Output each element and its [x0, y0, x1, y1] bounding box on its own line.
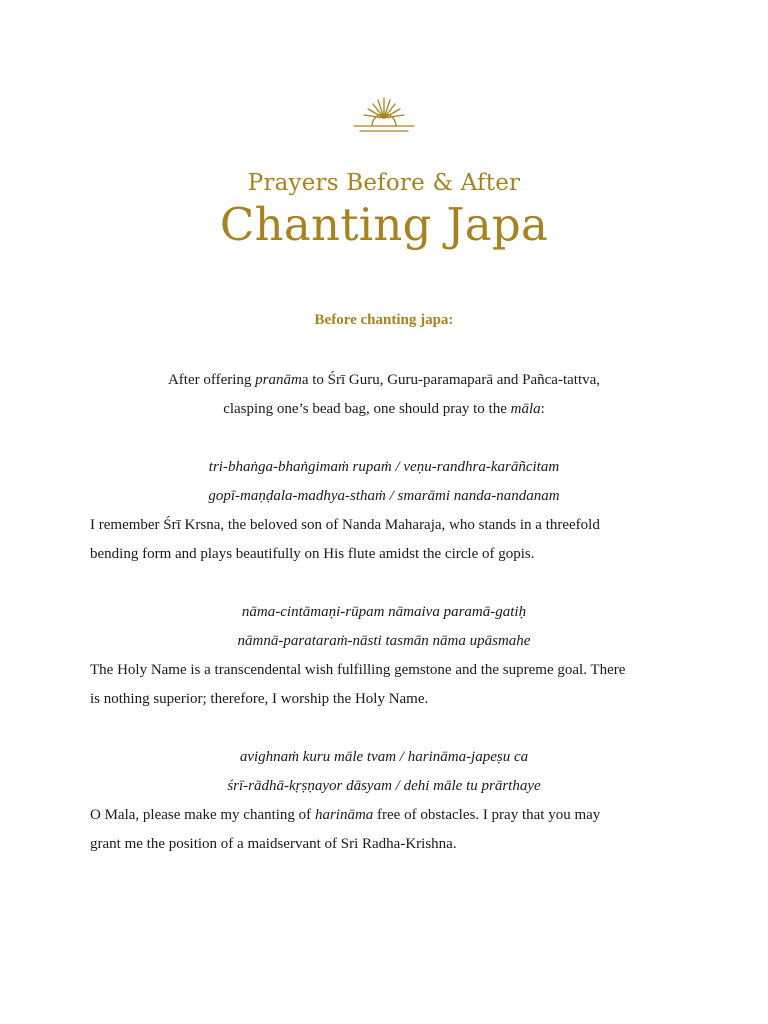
verse-3-translation-line-2: grant me the position of a maidservant of Sri Radha-Krishna. [90, 836, 457, 852]
verse-1-translation-line-2: bending form and plays beautifully on His flute amidst the circle of gopis. [90, 546, 535, 562]
verse-2-sanskrit-line-1: nāma-cintāmaṇi-rūpam nāmaiva paramā-gatiḥ [241, 604, 527, 620]
intro-line-1: After offering pranāma to Śrī Guru, Guru-paramaparā and Pañca-tattva, [167, 372, 601, 388]
section-heading: Before chanting japa: [314, 312, 454, 328]
sunburst-icon [350, 96, 418, 136]
page-title: Chanting Japa [219, 198, 549, 251]
intro-line-2: clasping one’s bead bag, one should pray to the māla: [223, 401, 545, 417]
verse-1-sanskrit-line-2: gopī-maṇḍala-madhya-sthaṁ / smarāmi nanda-nandanam [208, 488, 560, 504]
verse-2-translation-line-1: The Holy Name is a transcendental wish fulfilling gemstone and the supreme goal. There [90, 662, 626, 678]
page-subtitle: Prayers Before & After [247, 170, 521, 196]
pranama-term: pranām [255, 372, 302, 388]
verse-2-translation-line-2: is nothing superior; therefore, I worship the Holy Name. [90, 691, 429, 707]
verse-3-sanskrit-line-1: avighnaṁ kuru māle tvam / harināma-japeṣu ca [239, 749, 529, 765]
verse-3-translation-line-1: O Mala, please make my chanting of harināma free of obstacles. I pray that you may [90, 807, 601, 823]
verse-1-sanskrit-line-1: tri-bhaṅga-bhaṅgimaṁ rupaṁ / veṇu-randhra-karāñcitam [208, 459, 560, 475]
harinama-term: harināma [314, 807, 374, 823]
verse-1-translation-line-1: I remember Śrī Krsna, the beloved son of Nanda Maharaja, who stands in a threefold [90, 517, 600, 533]
verse-3-sanskrit-line-2: śrī-rādhā-kṛṣṇayor dāsyam / dehi māle tu prārthaye [227, 778, 541, 794]
mala-term: māla [510, 401, 541, 417]
verse-2-sanskrit-line-2: nāmnā-parataraṁ-nāsti tasmān nāma upāsmahe [237, 633, 531, 649]
